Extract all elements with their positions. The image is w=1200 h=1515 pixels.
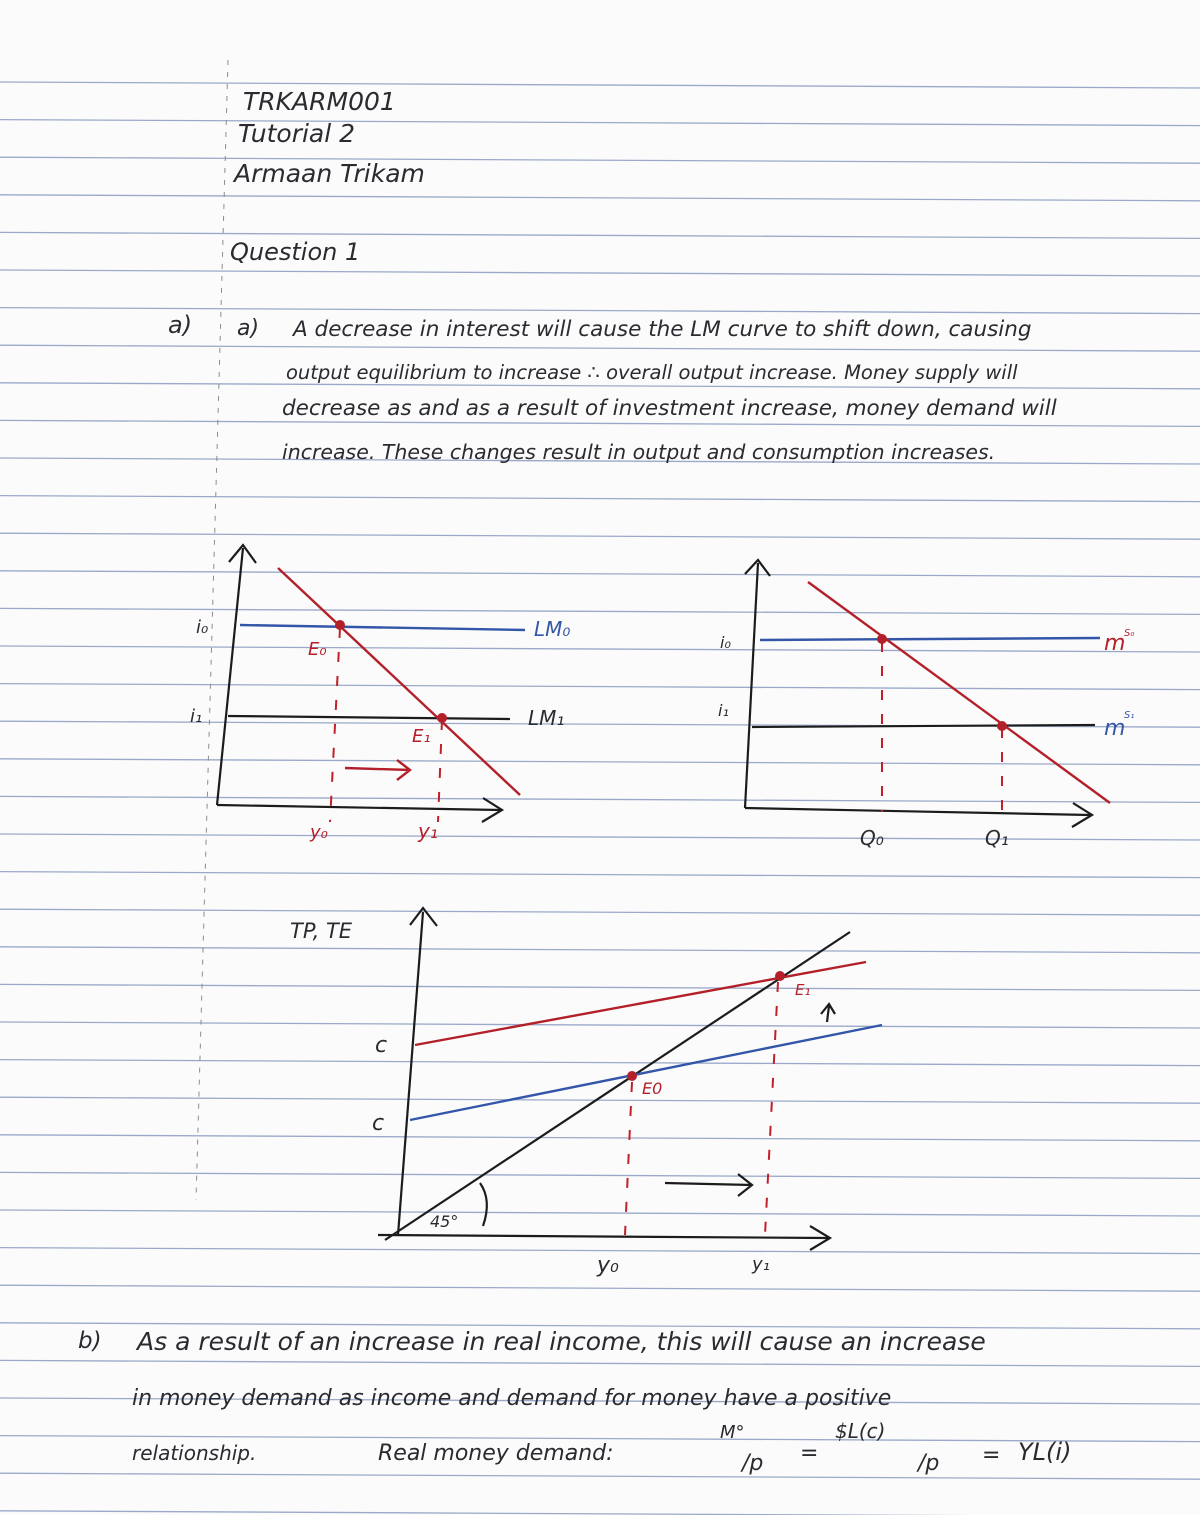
graph2-e1-point — [997, 721, 1007, 731]
ruled-line — [0, 533, 1200, 539]
formula-eq1: = — [800, 1441, 819, 1466]
graph1-x-axis — [217, 805, 500, 810]
graph3-c-lower-label: c — [372, 1111, 385, 1136]
ruled-line — [0, 571, 1200, 577]
ruled-line — [0, 1473, 1200, 1479]
graph-money-market — [718, 560, 1134, 850]
ruled-line — [0, 82, 1200, 88]
graph2-ms0-sup: S₀ — [1124, 628, 1135, 639]
graph3-e0-label: E0 — [642, 1079, 663, 1098]
part-b-line-3: relationship. — [132, 1441, 257, 1465]
graph3-up-arrow — [821, 1004, 835, 1022]
ruled-line — [0, 684, 1200, 690]
ruled-line — [0, 270, 1200, 276]
graph3-y1-dashed-line — [765, 982, 778, 1235]
ruled-line — [0, 759, 1200, 765]
student-code: TRKARM001 — [243, 87, 396, 116]
graph2-x-axis — [745, 808, 1090, 815]
graph2-q0-label: Q₀ — [860, 826, 884, 850]
graph3-e1-point — [775, 971, 785, 981]
ruled-line — [0, 1022, 1200, 1028]
tutorial-title: Tutorial 2 — [238, 119, 356, 148]
graph3-shift-arrow — [665, 1174, 752, 1196]
ruled-line — [0, 345, 1200, 351]
formula-sl: $L(c) — [835, 1419, 886, 1443]
part-a-line-4: increase. These changes result in output and consumption increases. — [282, 440, 996, 464]
graph1-y1-dashed-line — [438, 720, 442, 822]
part-a-margin-label: a) — [168, 311, 193, 339]
graph2-i1-label: i₁ — [718, 701, 729, 720]
ruled-line — [0, 157, 1200, 163]
graph3-y1-label: y₁ — [752, 1254, 770, 1275]
graph1-lm0-line — [240, 625, 525, 630]
ruled-line — [0, 1172, 1200, 1178]
graph3-x-axis — [378, 1235, 828, 1238]
ruled-line — [0, 1135, 1200, 1141]
part-a-line-1: A decrease in interest will cause the LM curve to shift down, causing — [293, 317, 1032, 342]
formula-eq2: = — [982, 1443, 1001, 1468]
graph1-y-axis — [217, 548, 243, 805]
ruled-line — [0, 1060, 1200, 1066]
graph1-e0-point — [335, 620, 345, 630]
graph3-y0-label: y₀ — [597, 1253, 619, 1278]
graph3-y-axis — [398, 912, 423, 1235]
graph2-i0-label: i₀ — [720, 633, 731, 652]
ruled-line — [0, 608, 1200, 614]
part-b-line-1: As a result of an increase in real income, this will cause an increase — [137, 1327, 986, 1356]
part-b-line-2: in money demand as income and demand for money have a positive — [132, 1386, 892, 1411]
part-b-label: b) — [78, 1328, 102, 1354]
formula-p1: /p — [742, 1451, 764, 1476]
graph1-y1-label: y₁ — [418, 819, 438, 843]
graph1-i0-label: i₀ — [196, 617, 209, 638]
graph2-ms0-line — [760, 638, 1100, 640]
graph2-ms1-label: m — [1104, 716, 1126, 741]
graph1-y0-dashed-line — [330, 628, 340, 822]
formula-m: M° — [720, 1422, 745, 1443]
ruled-line — [0, 420, 1200, 426]
formula-yl: YL(i) — [1018, 1438, 1072, 1466]
graph3-yaxis-label: TP, TE — [290, 919, 353, 943]
graph1-lm1-line — [228, 716, 510, 719]
ruled-line — [0, 909, 1200, 915]
graph3-angle-label: 45° — [430, 1212, 459, 1231]
part-a-line-2: output equilibrium to increase ∴ overall output increase. Money supply will — [286, 361, 1018, 384]
graph2-e0-point — [877, 634, 887, 644]
ruled-line — [0, 1360, 1200, 1366]
part-a-line-3: decrease as and as a result of investment increase, money demand will — [282, 396, 1057, 421]
question-title: Question 1 — [230, 238, 361, 266]
ruled-line — [0, 232, 1200, 238]
graph3-e1-label: E₁ — [795, 981, 811, 999]
graph2-md-curve — [808, 582, 1110, 803]
graph1-y0-label: y₀ — [310, 822, 328, 843]
graph2-ms1-sup: S₁ — [1124, 710, 1135, 721]
graph2-ms0-label: m — [1104, 631, 1126, 656]
graph2-y-axis — [745, 563, 758, 808]
formula-label: Real money demand: — [378, 1441, 614, 1466]
graph3-te0-line — [410, 1025, 882, 1120]
ruled-line — [0, 646, 1200, 652]
graph1-e1-label: E₁ — [412, 726, 431, 747]
ruled-line — [0, 834, 1200, 840]
graph3-te1-line — [415, 962, 866, 1045]
ruled-line — [0, 984, 1200, 990]
student-name: Armaan Trikam — [234, 159, 425, 188]
graph1-e1-point — [437, 713, 447, 723]
ruled-line — [0, 120, 1200, 126]
part-a-label: a) — [237, 316, 260, 341]
ruled-line — [0, 1511, 1200, 1515]
ruled-line — [0, 947, 1200, 953]
graph3-y0-dashed-line — [625, 1082, 632, 1235]
ruled-line — [0, 872, 1200, 878]
ruled-lines — [0, 82, 1200, 1515]
graph1-i1-label: i₁ — [190, 706, 203, 727]
graph-keynesian-cross — [290, 908, 882, 1278]
graph3-angle-arc — [480, 1183, 487, 1226]
graph3-c-upper-label: c — [375, 1033, 388, 1058]
ruled-line — [0, 1285, 1200, 1291]
graph2-q1-label: Q₁ — [985, 826, 1009, 850]
ruled-line — [0, 496, 1200, 502]
graph1-lm0-label: LM₀ — [534, 617, 571, 641]
formula-p2: /p — [918, 1451, 940, 1476]
graph3-e0-point — [627, 1071, 637, 1081]
ruled-line — [0, 195, 1200, 201]
graph1-lm1-label: LM₁ — [528, 706, 565, 730]
ruled-line — [0, 1210, 1200, 1216]
ruled-line — [0, 796, 1200, 802]
graph1-e0-label: E₀ — [308, 639, 327, 660]
graph1-shift-arrow — [345, 760, 410, 780]
